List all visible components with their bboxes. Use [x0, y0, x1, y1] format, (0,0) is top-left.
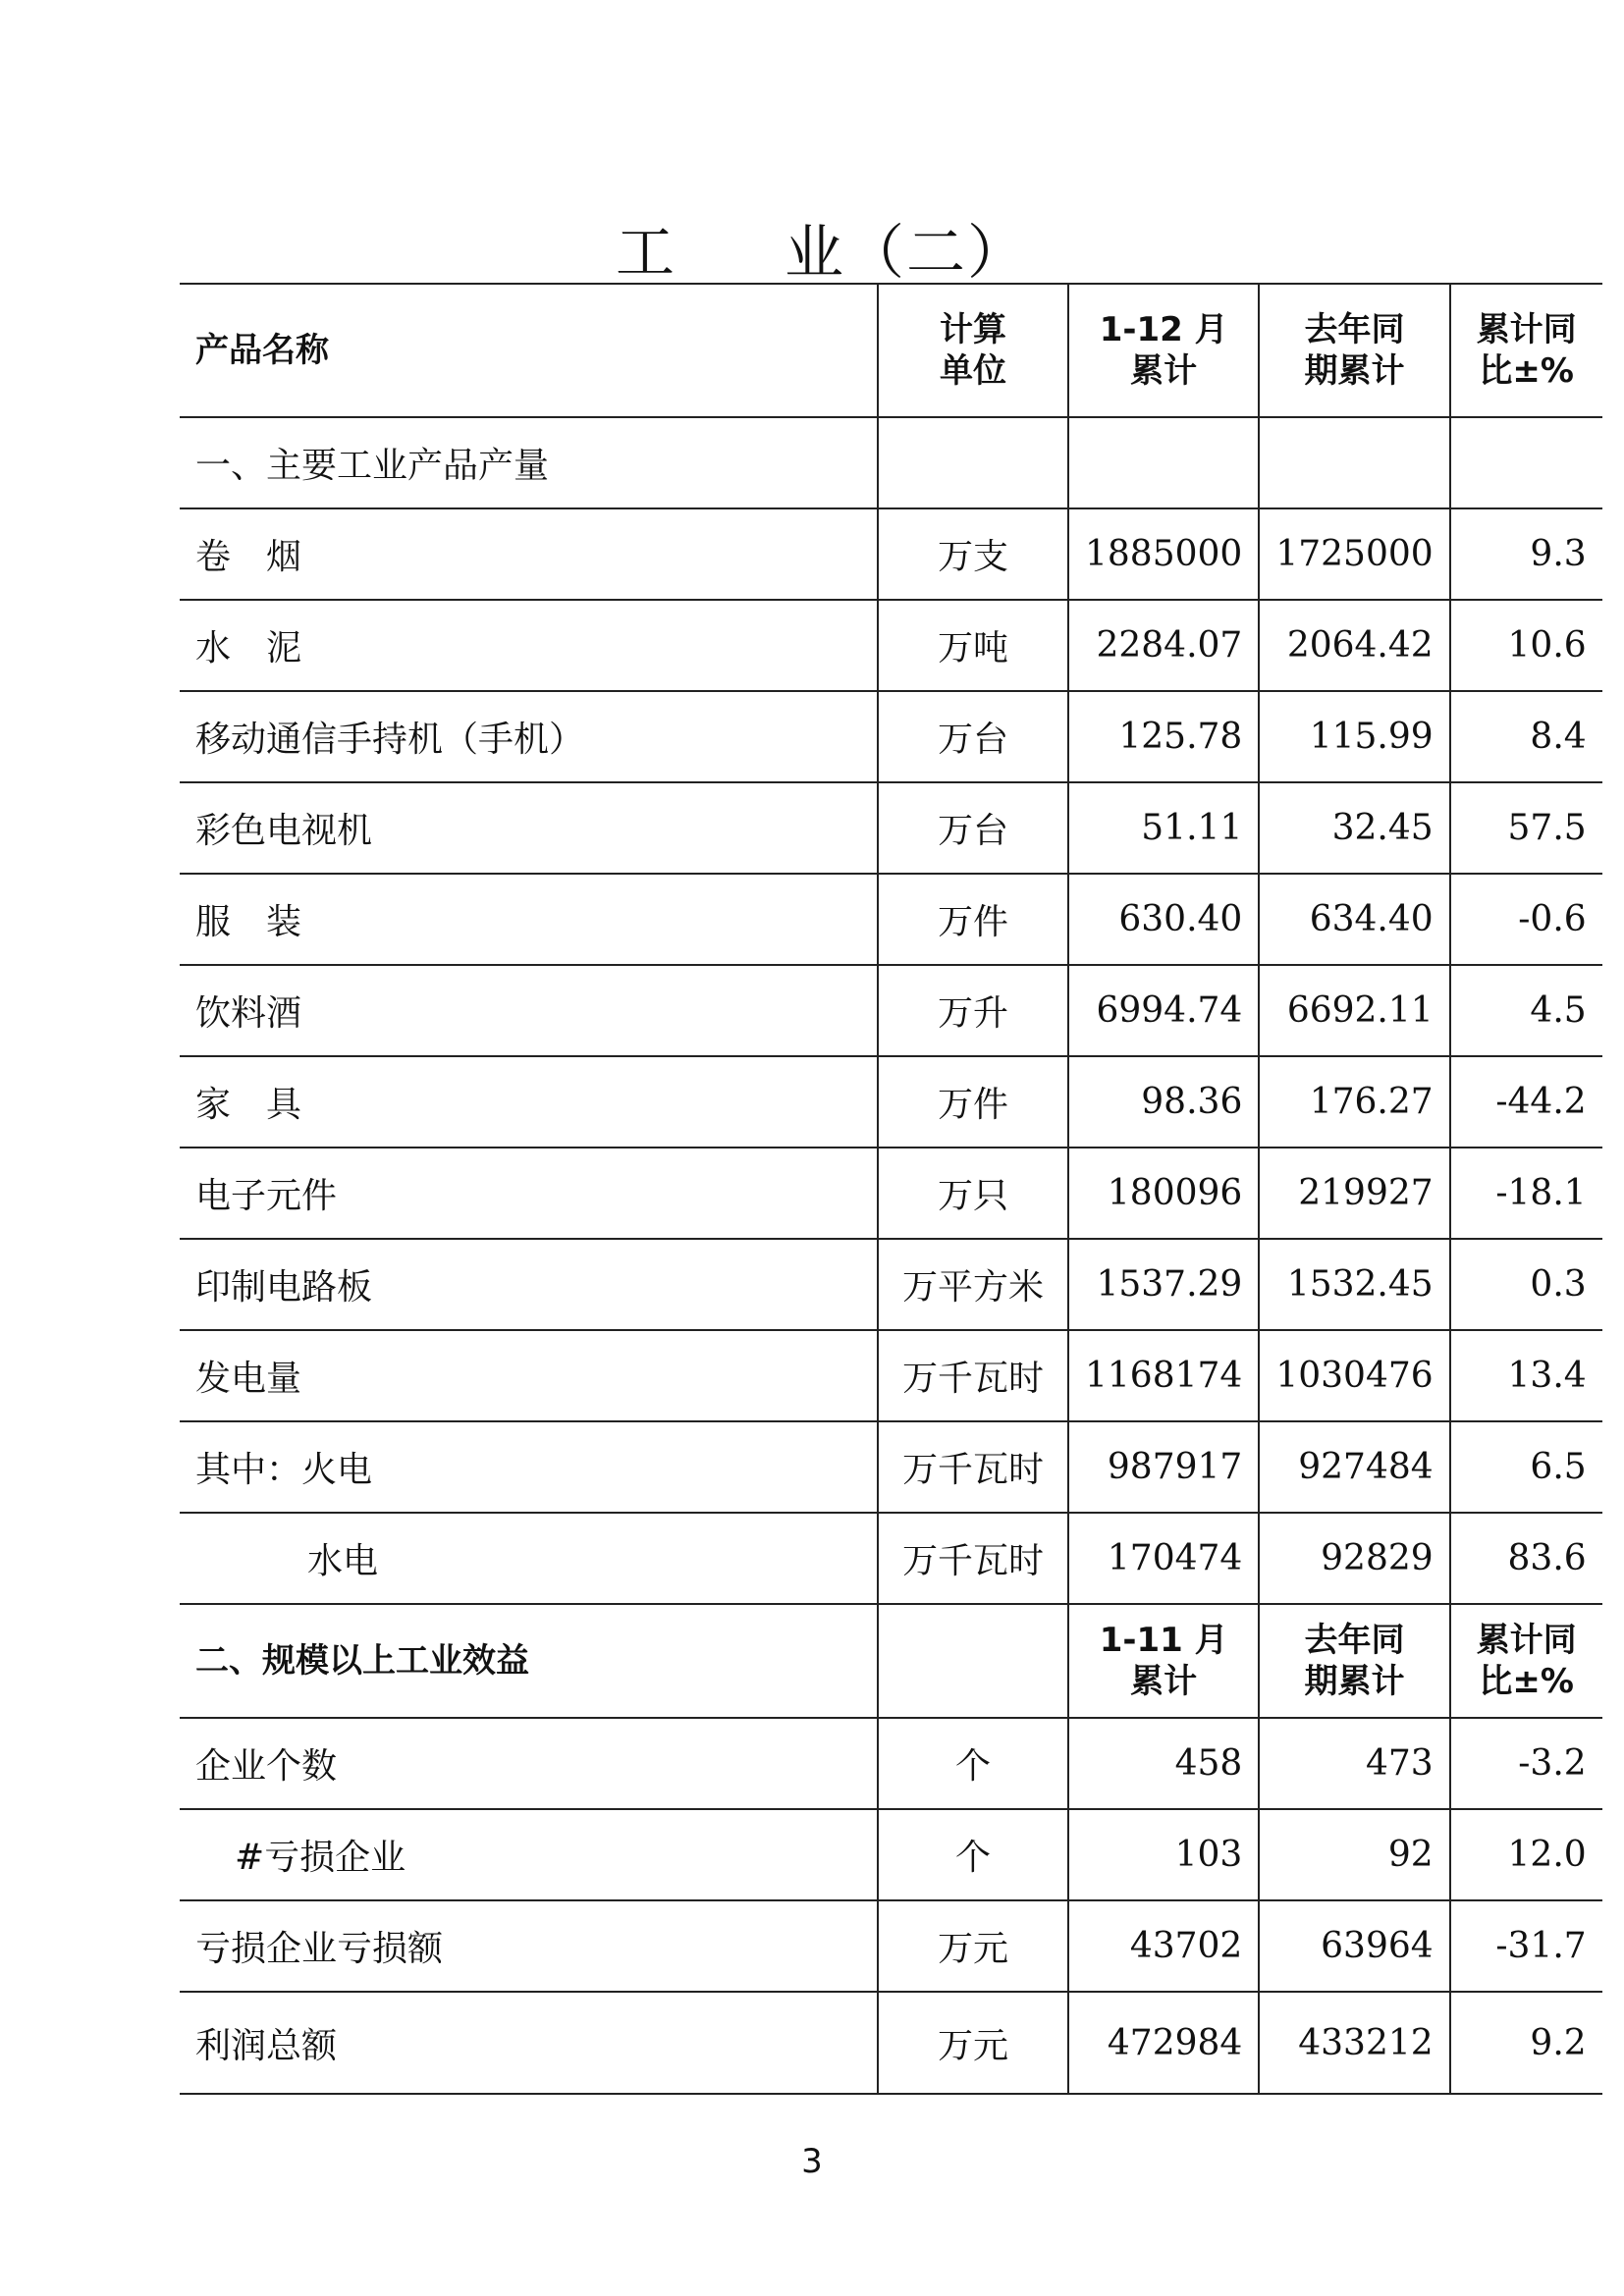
- table-row: [180, 1809, 1602, 1900]
- benefit-change: -31.7: [1450, 1900, 1602, 1992]
- section2-header-row: [180, 1604, 1602, 1718]
- header-change-line2: 比±%: [1479, 351, 1574, 391]
- product-change: 13.4: [1450, 1330, 1602, 1421]
- benefit-current: 458: [1068, 1718, 1259, 1809]
- product-name: 其中：火电: [180, 1421, 878, 1513]
- header-unit: [878, 284, 1068, 417]
- benefit-current: 43702: [1068, 1900, 1259, 1992]
- product-unit: 万只: [878, 1148, 1068, 1239]
- table-row: [180, 1900, 1602, 1992]
- product-change: 83.6: [1450, 1513, 1602, 1604]
- header-last-year-line1: 去年同: [1304, 310, 1405, 349]
- header-last-year-line2: 期累计: [1304, 351, 1405, 391]
- header-unit-line2: 单位: [940, 351, 1006, 391]
- section2-last-year-line1: 去年同: [1304, 1621, 1405, 1660]
- header-unit-line1: 计算: [940, 310, 1006, 349]
- product-current: 1885000: [1068, 508, 1259, 600]
- product-name: 电子元件: [180, 1148, 878, 1239]
- product-change: 8.4: [1450, 691, 1602, 782]
- product-current: 98.36: [1068, 1056, 1259, 1148]
- section2-header-change: [1450, 1604, 1602, 1718]
- product-name: 卷 烟: [180, 508, 878, 600]
- product-unit: 万支: [878, 508, 1068, 600]
- product-unit: 万吨: [878, 600, 1068, 691]
- benefit-unit: 万元: [878, 1992, 1068, 2094]
- table-row: [180, 600, 1602, 691]
- table-row: [180, 1992, 1602, 2094]
- product-change: 4.5: [1450, 965, 1602, 1056]
- product-change: 6.5: [1450, 1421, 1602, 1513]
- header-current-line1: 1-12 月: [1099, 310, 1228, 349]
- benefit-last-year: 473: [1259, 1718, 1449, 1809]
- table-row: [180, 1718, 1602, 1809]
- header-current: [1068, 284, 1259, 417]
- benefit-change: 12.0: [1450, 1809, 1602, 1900]
- header-last-year: [1259, 284, 1449, 417]
- table-row: [180, 1239, 1602, 1330]
- product-unit: 万升: [878, 965, 1068, 1056]
- benefit-change: 9.2: [1450, 1992, 1602, 2094]
- benefit-name: 亏损企业亏损额: [180, 1900, 878, 1992]
- product-name: 印制电路板: [180, 1239, 878, 1330]
- benefit-current: 103: [1068, 1809, 1259, 1900]
- product-current: 6994.74: [1068, 965, 1259, 1056]
- product-current: 1537.29: [1068, 1239, 1259, 1330]
- benefit-name: 企业个数: [180, 1718, 878, 1809]
- product-name: 家 具: [180, 1056, 878, 1148]
- product-name: 水 泥: [180, 600, 878, 691]
- product-unit: 万台: [878, 691, 1068, 782]
- product-change: 0.3: [1450, 1239, 1602, 1330]
- table-row: [180, 965, 1602, 1056]
- product-current: 170474: [1068, 1513, 1259, 1604]
- benefit-name: #亏损企业: [180, 1809, 878, 1900]
- product-unit: 万台: [878, 782, 1068, 874]
- table-row: [180, 1513, 1602, 1604]
- header-change-line1: 累计同: [1476, 310, 1577, 349]
- product-change: 9.3: [1450, 508, 1602, 600]
- header-change: [1450, 284, 1602, 417]
- product-unit: 万平方米: [878, 1239, 1068, 1330]
- product-last-year: 927484: [1259, 1421, 1449, 1513]
- table-row: [180, 1056, 1602, 1148]
- section1-title: 一、主要工业产品产量: [180, 417, 878, 508]
- benefit-last-year: 63964: [1259, 1900, 1449, 1992]
- table-row: [180, 782, 1602, 874]
- industry-table: [180, 283, 1602, 2095]
- product-last-year: 92829: [1259, 1513, 1449, 1604]
- table-row: [180, 508, 1602, 600]
- product-name: 彩色电视机: [180, 782, 878, 874]
- product-current: 630.40: [1068, 874, 1259, 965]
- table-row: [180, 1330, 1602, 1421]
- product-last-year: 219927: [1259, 1148, 1449, 1239]
- product-change: -44.2: [1450, 1056, 1602, 1148]
- section2-header-current: [1068, 1604, 1259, 1718]
- title-part1: 工: [616, 219, 677, 288]
- benefit-change: -3.2: [1450, 1718, 1602, 1809]
- product-current: 987917: [1068, 1421, 1259, 1513]
- benefit-unit: 万元: [878, 1900, 1068, 1992]
- product-last-year: 634.40: [1259, 874, 1449, 965]
- table-row: [180, 874, 1602, 965]
- section2-current-line2: 累计: [1130, 1662, 1198, 1701]
- product-unit: 万件: [878, 1056, 1068, 1148]
- table-header-row: [180, 284, 1602, 417]
- product-name: 移动通信手持机（手机）: [180, 691, 878, 782]
- product-last-year: 115.99: [1259, 691, 1449, 782]
- product-current: 180096: [1068, 1148, 1259, 1239]
- table-row: [180, 691, 1602, 782]
- product-name: 服 装: [180, 874, 878, 965]
- product-unit: 万千瓦时: [878, 1513, 1068, 1604]
- product-name: 水电: [180, 1513, 878, 1604]
- section2-change-line2: 比±%: [1479, 1662, 1574, 1701]
- product-change: -0.6: [1450, 874, 1602, 965]
- product-unit: 万千瓦时: [878, 1330, 1068, 1421]
- section2-change-line1: 累计同: [1476, 1621, 1577, 1660]
- product-current: 125.78: [1068, 691, 1259, 782]
- benefit-name: 利润总额: [180, 1992, 878, 2094]
- product-last-year: 32.45: [1259, 782, 1449, 874]
- product-change: -18.1: [1450, 1148, 1602, 1239]
- product-last-year: 6692.11: [1259, 965, 1449, 1056]
- product-change: 10.6: [1450, 600, 1602, 691]
- product-last-year: 176.27: [1259, 1056, 1449, 1148]
- product-change: 57.5: [1450, 782, 1602, 874]
- table-row: [180, 1148, 1602, 1239]
- section2-header-last-year: [1259, 1604, 1449, 1718]
- product-last-year: 2064.42: [1259, 600, 1449, 691]
- product-last-year: 1532.45: [1259, 1239, 1449, 1330]
- product-unit: 万件: [878, 874, 1068, 965]
- benefit-last-year: 433212: [1259, 1992, 1449, 2094]
- product-current: 1168174: [1068, 1330, 1259, 1421]
- benefit-unit: 个: [878, 1809, 1068, 1900]
- section2-title: 二、规模以上工业效益: [180, 1604, 878, 1718]
- section2-last-year-line2: 期累计: [1304, 1662, 1405, 1701]
- product-current: 2284.07: [1068, 600, 1259, 691]
- benefit-current: 472984: [1068, 1992, 1259, 2094]
- section1-row: [180, 417, 1602, 508]
- section2-current-line1: 1-11 月: [1099, 1621, 1228, 1660]
- product-name: 发电量: [180, 1330, 878, 1421]
- page-title: [180, 206, 1464, 291]
- table-row: [180, 1421, 1602, 1513]
- title-part2: 业（二）: [785, 219, 1028, 288]
- product-unit: 万千瓦时: [878, 1421, 1068, 1513]
- header-product-name: 产品名称: [180, 284, 878, 417]
- product-current: 51.11: [1068, 782, 1259, 874]
- product-last-year: 1725000: [1259, 508, 1449, 600]
- benefit-last-year: 92: [1259, 1809, 1449, 1900]
- page-number: 3: [801, 2142, 823, 2181]
- header-current-line2: 累计: [1130, 351, 1198, 391]
- product-last-year: 1030476: [1259, 1330, 1449, 1421]
- benefit-unit: 个: [878, 1718, 1068, 1809]
- product-name: 饮料酒: [180, 965, 878, 1056]
